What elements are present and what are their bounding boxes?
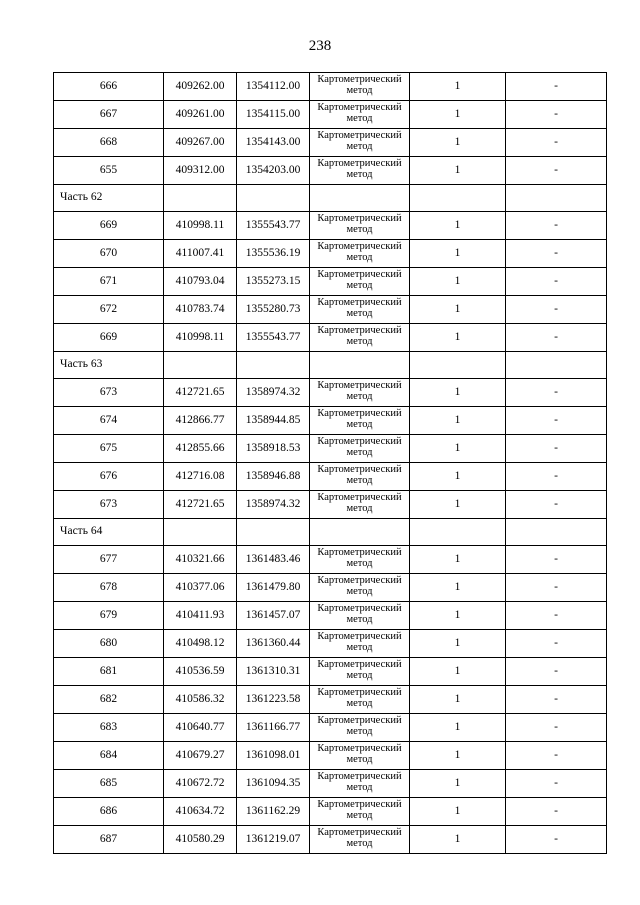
accuracy-cell: 1 bbox=[410, 491, 506, 519]
empty-cell bbox=[237, 519, 310, 546]
method-line-1: Картометрический bbox=[317, 659, 402, 670]
method-cell bbox=[310, 798, 410, 826]
table-row bbox=[54, 546, 607, 574]
y-coordinate-cell: 1358974.32 bbox=[237, 379, 310, 407]
part-label-cell: Часть 64 bbox=[54, 519, 164, 546]
note-cell: - bbox=[506, 826, 607, 854]
y-coordinate-cell: 1354203.00 bbox=[237, 157, 310, 185]
method-line-1: Картометрический bbox=[317, 827, 402, 838]
method-line-1: Картометрический bbox=[317, 603, 402, 614]
table-row bbox=[54, 630, 607, 658]
x-coordinate-cell: 410498.12 bbox=[164, 630, 237, 658]
method-line-1: Картометрический bbox=[317, 436, 402, 447]
x-coordinate-cell: 410640.77 bbox=[164, 714, 237, 742]
method-cell bbox=[310, 268, 410, 296]
note-cell: - bbox=[506, 240, 607, 268]
x-coordinate-cell: 410634.72 bbox=[164, 798, 237, 826]
note-cell: - bbox=[506, 463, 607, 491]
method-line-1: Картометрический bbox=[317, 687, 402, 698]
x-coordinate-cell: 409267.00 bbox=[164, 129, 237, 157]
note-cell: - bbox=[506, 574, 607, 602]
accuracy-cell: 1 bbox=[410, 770, 506, 798]
method-line-1: Картометрический bbox=[317, 74, 402, 85]
point-id-cell: 677 bbox=[54, 546, 164, 574]
accuracy-cell: 1 bbox=[410, 324, 506, 352]
point-id-cell: 680 bbox=[54, 630, 164, 658]
accuracy-cell: 1 bbox=[410, 129, 506, 157]
y-coordinate-cell: 1361098.01 bbox=[237, 742, 310, 770]
empty-cell bbox=[310, 185, 410, 212]
y-coordinate-cell: 1361479.80 bbox=[237, 574, 310, 602]
method-cell bbox=[310, 546, 410, 574]
empty-cell bbox=[506, 185, 607, 212]
note-cell: - bbox=[506, 324, 607, 352]
y-coordinate-cell: 1354115.00 bbox=[237, 101, 310, 129]
accuracy-cell: 1 bbox=[410, 602, 506, 630]
method-line-2: метод bbox=[346, 838, 373, 849]
table-row bbox=[54, 324, 607, 352]
method-line-2: метод bbox=[346, 670, 373, 681]
point-id-cell: 655 bbox=[54, 157, 164, 185]
table-row bbox=[54, 742, 607, 770]
y-coordinate-cell: 1361166.77 bbox=[237, 714, 310, 742]
method-cell bbox=[310, 770, 410, 798]
table-row bbox=[54, 602, 607, 630]
method-line-2: метод bbox=[346, 782, 373, 793]
method-line-2: метод bbox=[346, 419, 373, 430]
x-coordinate-cell: 410586.32 bbox=[164, 686, 237, 714]
table-row bbox=[54, 268, 607, 296]
note-cell: - bbox=[506, 435, 607, 463]
point-id-cell: 672 bbox=[54, 296, 164, 324]
note-cell: - bbox=[506, 407, 607, 435]
method-line-2: метод bbox=[346, 280, 373, 291]
method-cell bbox=[310, 407, 410, 435]
method-cell bbox=[310, 296, 410, 324]
method-cell bbox=[310, 491, 410, 519]
note-cell: - bbox=[506, 296, 607, 324]
accuracy-cell: 1 bbox=[410, 101, 506, 129]
page-number: 238 bbox=[308, 38, 332, 54]
table-row bbox=[54, 770, 607, 798]
note-cell: - bbox=[506, 491, 607, 519]
point-id-cell: 673 bbox=[54, 491, 164, 519]
method-cell bbox=[310, 129, 410, 157]
method-line-1: Картометрический bbox=[317, 158, 402, 169]
accuracy-cell: 1 bbox=[410, 435, 506, 463]
table-row bbox=[54, 212, 607, 240]
table-row bbox=[54, 157, 607, 185]
method-cell bbox=[310, 714, 410, 742]
point-id-cell: 678 bbox=[54, 574, 164, 602]
empty-cell bbox=[237, 185, 310, 212]
part-label-cell: Часть 63 bbox=[54, 352, 164, 379]
method-line-1: Картометрический bbox=[317, 715, 402, 726]
method-line-2: метод bbox=[346, 503, 373, 514]
y-coordinate-cell: 1358974.32 bbox=[237, 491, 310, 519]
note-cell: - bbox=[506, 129, 607, 157]
x-coordinate-cell: 412721.65 bbox=[164, 379, 237, 407]
empty-cell bbox=[506, 352, 607, 379]
point-id-cell: 667 bbox=[54, 101, 164, 129]
note-cell: - bbox=[506, 73, 607, 101]
method-line-2: метод bbox=[346, 252, 373, 263]
table-row bbox=[54, 296, 607, 324]
x-coordinate-cell: 409262.00 bbox=[164, 73, 237, 101]
method-line-2: метод bbox=[346, 642, 373, 653]
empty-cell bbox=[164, 185, 237, 212]
method-cell bbox=[310, 101, 410, 129]
accuracy-cell: 1 bbox=[410, 240, 506, 268]
y-coordinate-cell: 1361483.46 bbox=[237, 546, 310, 574]
point-id-cell: 684 bbox=[54, 742, 164, 770]
table-row bbox=[54, 407, 607, 435]
method-line-1: Картометрический bbox=[317, 130, 402, 141]
x-coordinate-cell: 410321.66 bbox=[164, 546, 237, 574]
table-row bbox=[54, 826, 607, 854]
accuracy-cell: 1 bbox=[410, 463, 506, 491]
note-cell: - bbox=[506, 546, 607, 574]
accuracy-cell: 1 bbox=[410, 296, 506, 324]
point-id-cell: 671 bbox=[54, 268, 164, 296]
empty-cell bbox=[164, 352, 237, 379]
table-row bbox=[54, 73, 607, 101]
method-line-1: Картометрический bbox=[317, 771, 402, 782]
method-line-2: метод bbox=[346, 754, 373, 765]
table-row bbox=[54, 686, 607, 714]
part-header-row bbox=[54, 519, 607, 546]
point-id-cell: 673 bbox=[54, 379, 164, 407]
note-cell: - bbox=[506, 157, 607, 185]
y-coordinate-cell: 1361310.31 bbox=[237, 658, 310, 686]
method-cell bbox=[310, 212, 410, 240]
accuracy-cell: 1 bbox=[410, 157, 506, 185]
empty-cell bbox=[410, 352, 506, 379]
part-header-row bbox=[54, 185, 607, 212]
y-coordinate-cell: 1358918.53 bbox=[237, 435, 310, 463]
x-coordinate-cell: 411007.41 bbox=[164, 240, 237, 268]
x-coordinate-cell: 410998.11 bbox=[164, 324, 237, 352]
accuracy-cell: 1 bbox=[410, 546, 506, 574]
point-id-cell: 666 bbox=[54, 73, 164, 101]
point-id-cell: 681 bbox=[54, 658, 164, 686]
point-id-cell: 682 bbox=[54, 686, 164, 714]
method-line-1: Картометрический bbox=[317, 547, 402, 558]
table-row bbox=[54, 574, 607, 602]
table-row bbox=[54, 129, 607, 157]
table-row bbox=[54, 101, 607, 129]
x-coordinate-cell: 409312.00 bbox=[164, 157, 237, 185]
point-id-cell: 687 bbox=[54, 826, 164, 854]
point-id-cell: 669 bbox=[54, 324, 164, 352]
method-line-1: Картометрический bbox=[317, 297, 402, 308]
method-cell bbox=[310, 379, 410, 407]
x-coordinate-cell: 410793.04 bbox=[164, 268, 237, 296]
note-cell: - bbox=[506, 742, 607, 770]
method-cell bbox=[310, 324, 410, 352]
method-line-1: Картометрический bbox=[317, 325, 402, 336]
note-cell: - bbox=[506, 686, 607, 714]
y-coordinate-cell: 1355536.19 bbox=[237, 240, 310, 268]
table-row bbox=[54, 240, 607, 268]
y-coordinate-cell: 1354143.00 bbox=[237, 129, 310, 157]
method-line-2: метод bbox=[346, 810, 373, 821]
accuracy-cell: 1 bbox=[410, 212, 506, 240]
point-id-cell: 676 bbox=[54, 463, 164, 491]
method-line-2: метод bbox=[346, 113, 373, 124]
table-row bbox=[54, 714, 607, 742]
method-line-1: Картометрический bbox=[317, 213, 402, 224]
note-cell: - bbox=[506, 212, 607, 240]
x-coordinate-cell: 412716.08 bbox=[164, 463, 237, 491]
method-cell bbox=[310, 602, 410, 630]
method-line-2: метод bbox=[346, 447, 373, 458]
x-coordinate-cell: 412855.66 bbox=[164, 435, 237, 463]
accuracy-cell: 1 bbox=[410, 714, 506, 742]
accuracy-cell: 1 bbox=[410, 73, 506, 101]
method-line-1: Картометрический bbox=[317, 631, 402, 642]
method-line-1: Картометрический bbox=[317, 269, 402, 280]
x-coordinate-cell: 410411.93 bbox=[164, 602, 237, 630]
method-line-2: метод bbox=[346, 558, 373, 569]
method-cell bbox=[310, 574, 410, 602]
empty-cell bbox=[310, 352, 410, 379]
method-line-1: Картометрический bbox=[317, 102, 402, 113]
coordinates-table bbox=[53, 72, 607, 854]
y-coordinate-cell: 1358946.88 bbox=[237, 463, 310, 491]
point-id-cell: 669 bbox=[54, 212, 164, 240]
method-cell bbox=[310, 463, 410, 491]
table-row bbox=[54, 379, 607, 407]
method-line-2: метод bbox=[346, 698, 373, 709]
point-id-cell: 685 bbox=[54, 770, 164, 798]
method-cell bbox=[310, 630, 410, 658]
note-cell: - bbox=[506, 101, 607, 129]
y-coordinate-cell: 1355543.77 bbox=[237, 324, 310, 352]
accuracy-cell: 1 bbox=[410, 630, 506, 658]
accuracy-cell: 1 bbox=[410, 826, 506, 854]
method-line-1: Картометрический bbox=[317, 799, 402, 810]
y-coordinate-cell: 1354112.00 bbox=[237, 73, 310, 101]
x-coordinate-cell: 410580.29 bbox=[164, 826, 237, 854]
accuracy-cell: 1 bbox=[410, 742, 506, 770]
note-cell: - bbox=[506, 630, 607, 658]
part-header-row bbox=[54, 352, 607, 379]
method-line-2: метод bbox=[346, 475, 373, 486]
accuracy-cell: 1 bbox=[410, 798, 506, 826]
accuracy-cell: 1 bbox=[410, 686, 506, 714]
point-id-cell: 675 bbox=[54, 435, 164, 463]
method-line-2: метод bbox=[346, 169, 373, 180]
note-cell: - bbox=[506, 658, 607, 686]
method-cell bbox=[310, 826, 410, 854]
x-coordinate-cell: 410672.72 bbox=[164, 770, 237, 798]
method-cell bbox=[310, 742, 410, 770]
x-coordinate-cell: 410536.59 bbox=[164, 658, 237, 686]
x-coordinate-cell: 409261.00 bbox=[164, 101, 237, 129]
point-id-cell: 679 bbox=[54, 602, 164, 630]
method-line-2: метод bbox=[346, 224, 373, 235]
note-cell: - bbox=[506, 714, 607, 742]
note-cell: - bbox=[506, 268, 607, 296]
note-cell: - bbox=[506, 602, 607, 630]
accuracy-cell: 1 bbox=[410, 407, 506, 435]
empty-cell bbox=[410, 185, 506, 212]
note-cell: - bbox=[506, 770, 607, 798]
method-line-2: метод bbox=[346, 614, 373, 625]
point-id-cell: 670 bbox=[54, 240, 164, 268]
table-row bbox=[54, 435, 607, 463]
empty-cell bbox=[164, 519, 237, 546]
accuracy-cell: 1 bbox=[410, 574, 506, 602]
empty-cell bbox=[506, 519, 607, 546]
method-line-2: метод bbox=[346, 336, 373, 347]
point-id-cell: 683 bbox=[54, 714, 164, 742]
method-cell bbox=[310, 240, 410, 268]
method-line-2: метод bbox=[346, 85, 373, 96]
y-coordinate-cell: 1361219.07 bbox=[237, 826, 310, 854]
method-line-2: метод bbox=[346, 308, 373, 319]
x-coordinate-cell: 412866.77 bbox=[164, 407, 237, 435]
accuracy-cell: 1 bbox=[410, 379, 506, 407]
method-line-1: Картометрический bbox=[317, 575, 402, 586]
empty-cell bbox=[410, 519, 506, 546]
x-coordinate-cell: 410679.27 bbox=[164, 742, 237, 770]
part-label-cell: Часть 62 bbox=[54, 185, 164, 212]
empty-cell bbox=[310, 519, 410, 546]
x-coordinate-cell: 410783.74 bbox=[164, 296, 237, 324]
point-id-cell: 686 bbox=[54, 798, 164, 826]
table-row bbox=[54, 798, 607, 826]
y-coordinate-cell: 1355273.15 bbox=[237, 268, 310, 296]
empty-cell bbox=[237, 352, 310, 379]
method-line-2: метод bbox=[346, 586, 373, 597]
accuracy-cell: 1 bbox=[410, 658, 506, 686]
method-line-2: метод bbox=[346, 726, 373, 737]
method-line-2: метод bbox=[346, 141, 373, 152]
y-coordinate-cell: 1355543.77 bbox=[237, 212, 310, 240]
y-coordinate-cell: 1361223.58 bbox=[237, 686, 310, 714]
method-cell bbox=[310, 435, 410, 463]
y-coordinate-cell: 1358944.85 bbox=[237, 407, 310, 435]
y-coordinate-cell: 1361094.35 bbox=[237, 770, 310, 798]
point-id-cell: 668 bbox=[54, 129, 164, 157]
y-coordinate-cell: 1361360.44 bbox=[237, 630, 310, 658]
coordinates-table-body bbox=[54, 73, 607, 854]
method-line-1: Картометрический bbox=[317, 464, 402, 475]
method-cell bbox=[310, 658, 410, 686]
y-coordinate-cell: 1355280.73 bbox=[237, 296, 310, 324]
method-cell bbox=[310, 686, 410, 714]
x-coordinate-cell: 412721.65 bbox=[164, 491, 237, 519]
method-line-1: Картометрический bbox=[317, 241, 402, 252]
y-coordinate-cell: 1361457.07 bbox=[237, 602, 310, 630]
method-cell bbox=[310, 157, 410, 185]
method-line-1: Картометрический bbox=[317, 743, 402, 754]
method-line-2: метод bbox=[346, 391, 373, 402]
table-row bbox=[54, 658, 607, 686]
accuracy-cell: 1 bbox=[410, 268, 506, 296]
note-cell: - bbox=[506, 798, 607, 826]
y-coordinate-cell: 1361162.29 bbox=[237, 798, 310, 826]
method-cell bbox=[310, 73, 410, 101]
note-cell: - bbox=[506, 379, 607, 407]
point-id-cell: 674 bbox=[54, 407, 164, 435]
method-line-1: Картометрический bbox=[317, 408, 402, 419]
table-row bbox=[54, 491, 607, 519]
method-line-1: Картометрический bbox=[317, 380, 402, 391]
method-line-1: Картометрический bbox=[317, 492, 402, 503]
table-row bbox=[54, 463, 607, 491]
x-coordinate-cell: 410998.11 bbox=[164, 212, 237, 240]
x-coordinate-cell: 410377.06 bbox=[164, 574, 237, 602]
